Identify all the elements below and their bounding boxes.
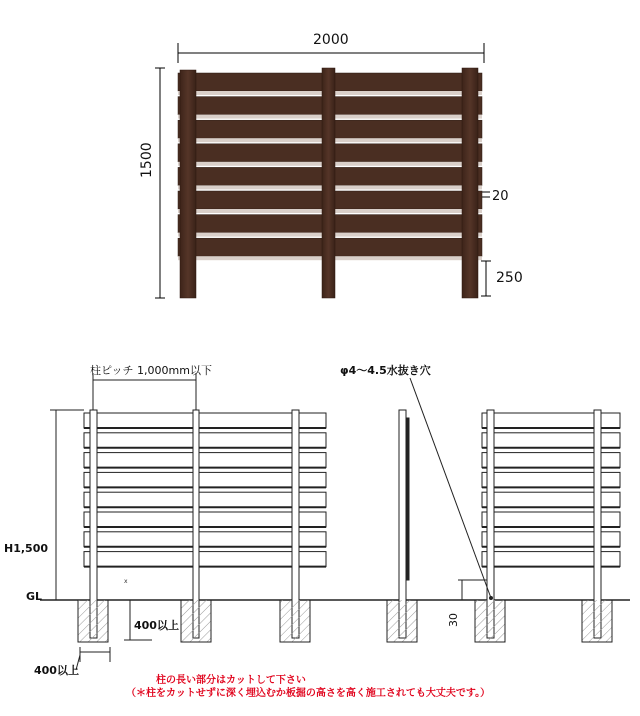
footing-concrete xyxy=(280,600,310,642)
footing-concrete xyxy=(78,600,108,642)
section-board xyxy=(84,413,326,428)
width-label: 2000 xyxy=(313,32,349,48)
note-line-2: （＊柱をカットせずに深く埋込むか板掘の高さを高く施工されても大丈夫です。） xyxy=(126,688,491,699)
footing xyxy=(181,600,211,642)
drain-hole-label: φ4〜4.5水抜き穴 xyxy=(340,364,431,377)
footing-depth-label: 400以上 xyxy=(134,619,179,632)
clearance-label: 30 xyxy=(447,613,460,627)
gap-dimension xyxy=(482,192,490,197)
drain-hole-mark xyxy=(490,597,493,600)
height-value-label: H1,500 xyxy=(4,542,48,555)
top-post-left xyxy=(180,70,196,298)
footing xyxy=(78,600,108,642)
footing xyxy=(582,600,612,642)
post-pitch-label: 柱ピッチ 1,000mm以下 xyxy=(90,364,212,377)
side-board-edge xyxy=(406,418,409,580)
footing-width-label: 400以上 xyxy=(34,664,79,677)
footing-concrete xyxy=(181,600,211,642)
footing xyxy=(387,600,417,642)
footing xyxy=(475,600,505,642)
gap-label: 20 xyxy=(492,189,509,204)
section-board xyxy=(84,472,326,487)
footing xyxy=(280,600,310,642)
svg-text:x: x xyxy=(124,578,128,585)
leg-label: 250 xyxy=(496,270,523,286)
top-fence-view xyxy=(155,43,491,298)
top-post-center xyxy=(322,68,335,298)
height-label: 1500 xyxy=(139,142,155,178)
front-boards xyxy=(84,413,326,567)
footing-concrete xyxy=(582,600,612,642)
drain-hole-leader xyxy=(410,378,491,598)
section-board xyxy=(84,512,326,527)
note-line-1: 柱の長い部分はカットして下さい xyxy=(156,675,306,686)
height-dimension xyxy=(155,68,165,298)
section-view xyxy=(40,373,630,670)
footing-concrete xyxy=(387,600,417,642)
section-board xyxy=(84,433,326,448)
section-board xyxy=(84,453,326,468)
footing-concrete xyxy=(475,600,505,642)
section-board xyxy=(84,552,326,567)
leg-dimension xyxy=(481,261,491,296)
section-board xyxy=(84,532,326,547)
top-post-right xyxy=(462,68,478,298)
section-board xyxy=(84,492,326,507)
ground-label: GL xyxy=(26,590,43,603)
